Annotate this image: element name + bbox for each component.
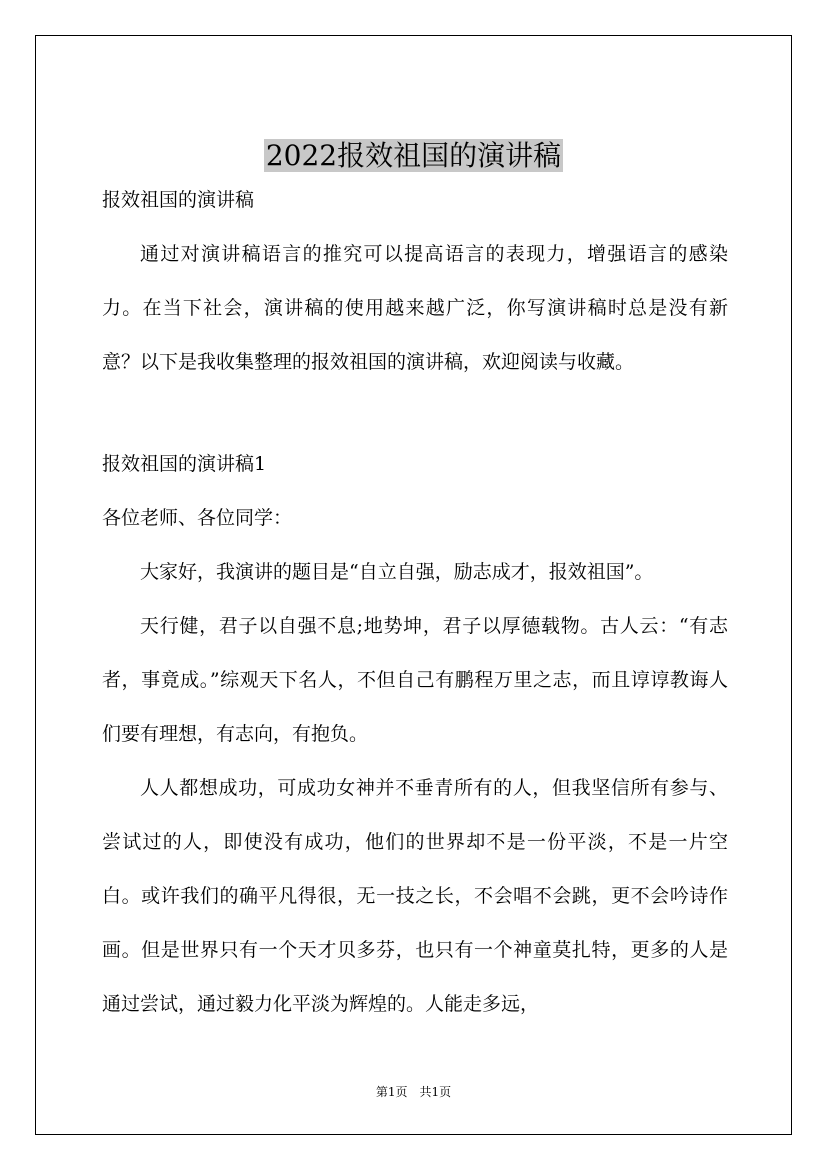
page-footer: 第1页 共1页 — [375, 1085, 452, 1099]
section-heading: 报效祖国的演讲稿1 — [102, 453, 267, 475]
intro-paragraph: 通过对演讲稿语言的推究可以提高语言的表现力，增强语言的感染力。在当下社会，演讲稿的使用越来越广泛，你写演讲稿时总是没有新意？以下是我收集整理的报效祖国的演讲稿，欢迎阅读与收藏。 — [102, 243, 728, 373]
salutation: 各位老师、各位同学： — [102, 507, 293, 529]
document-page — [35, 35, 792, 1135]
document-body-main — [102, 437, 728, 1031]
document-title — [36, 136, 791, 176]
document-body-top — [102, 173, 728, 389]
document-subtitle: 报效祖国的演讲稿 — [102, 189, 255, 211]
body-paragraph: 人人都想成功，可成功女神并不垂青所有的人，但我坚信所有参与、尝试过的人，即使没有成功，他们的世界却不是一份平淡，不是一片空白。或许我们的确平凡得很，无一技之长，不会唱不会跳，更不会吟诗作画。但是世界只有一个天才贝多芬，也只有一个神童莫扎特，更多的人是通过尝试，通过毅力化平淡为辉煌的。人能走多远， — [102, 777, 728, 1015]
body-paragraph: 大家好，我演讲的题目是“自立自强，励志成才，报效祖国”。 — [140, 561, 654, 583]
body-paragraph: 天行健，君子以自强不息;地势坤，君子以厚德载物。古人云：“有志者，事竟成。”综观天下名人，不但自己有鹏程万里之志，而且谆谆教诲人们要有理想，有志向，有抱负。 — [102, 615, 728, 745]
document-title-text: 2022报效祖国的演讲稿 — [265, 139, 562, 172]
